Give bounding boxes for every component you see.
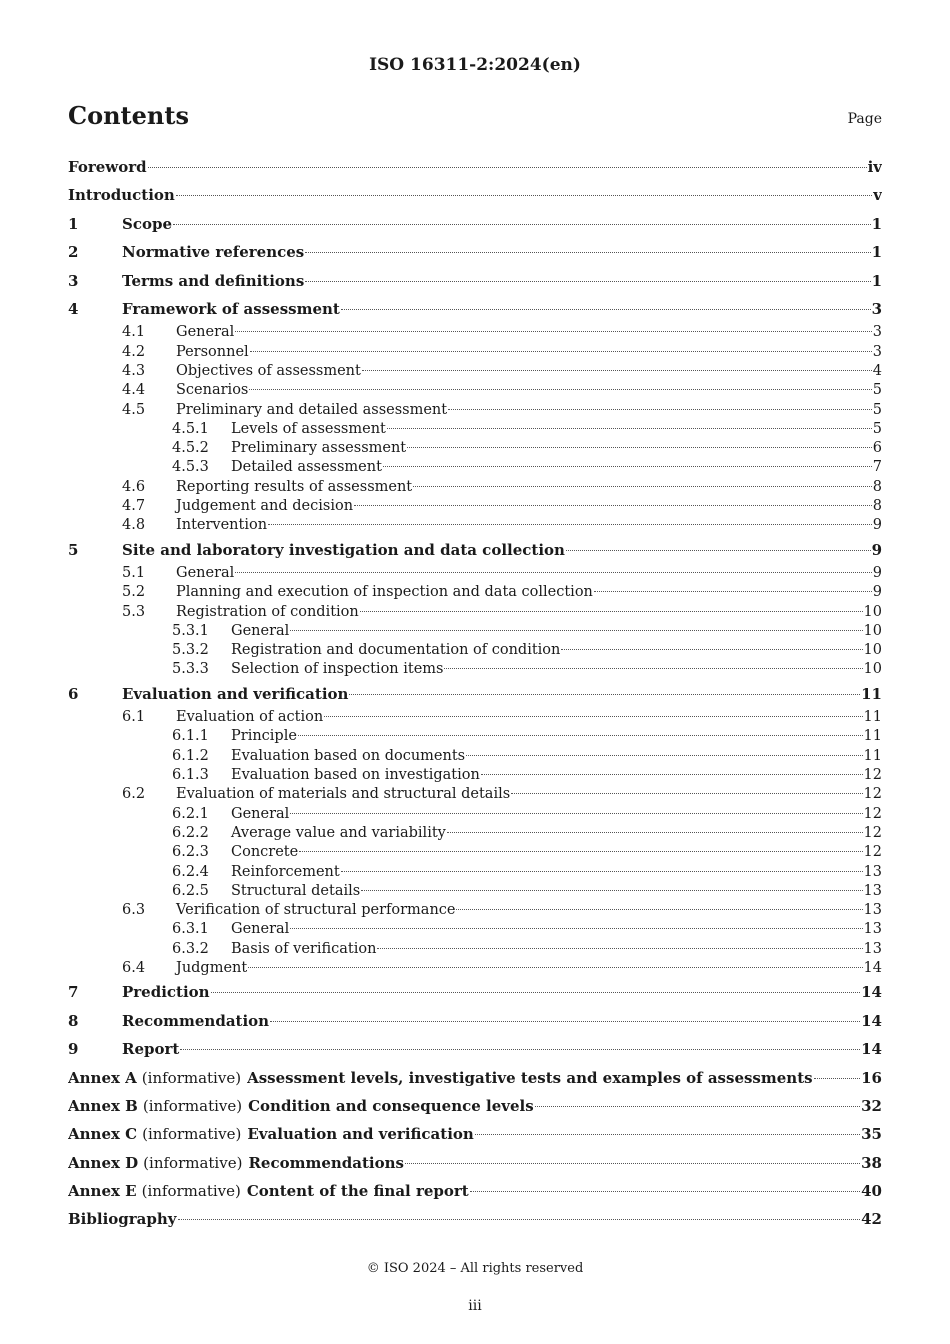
dot-leader — [814, 1078, 861, 1079]
toc-label: Evaluation based on investigation — [231, 767, 480, 784]
toc-page: 12 — [863, 786, 882, 803]
toc-page: 12 — [863, 767, 882, 784]
toc-label: Site and laboratory investigation and data collection — [122, 540, 565, 559]
dot-leader — [290, 630, 862, 631]
dot-leader — [176, 195, 872, 196]
toc-entry-6-2-5[interactable] — [68, 882, 882, 901]
toc-label: Evaluation and verification — [122, 684, 349, 703]
dot-leader — [298, 735, 863, 736]
toc-entry-4-3[interactable] — [68, 362, 882, 381]
toc-page: 9 — [872, 565, 882, 581]
toc-page: 12 — [863, 824, 882, 841]
copyright-notice: © ISO 2024 – All rights reserved — [366, 1261, 584, 1276]
toc-entry-6-1-2[interactable] — [68, 747, 882, 766]
dot-leader — [561, 649, 862, 650]
toc-number: 5.3.3 — [172, 661, 209, 678]
toc-number: 6.1.3 — [172, 767, 209, 784]
toc-label: Reporting results of assessment — [176, 478, 413, 495]
dot-leader — [341, 871, 863, 872]
toc-number: 6.3.2 — [172, 940, 209, 957]
toc-entry-6-2-1[interactable] — [68, 805, 882, 824]
toc-entry-6-2-3[interactable] — [68, 843, 882, 862]
toc-page: 1 — [871, 243, 882, 262]
toc-entry-5-3-2[interactable] — [68, 641, 882, 660]
toc-label: Detailed assessment — [231, 459, 382, 476]
toc-page: 32 — [861, 1096, 882, 1115]
toc-entry-4-5[interactable] — [68, 401, 882, 420]
toc-number: 4.5.1 — [172, 420, 209, 437]
dot-leader — [148, 167, 867, 168]
toc-page: 14 — [861, 983, 882, 1002]
toc-label: Foreword — [68, 158, 147, 176]
dot-leader — [248, 967, 862, 968]
toc-entry-6-4[interactable] — [68, 959, 882, 978]
toc-entry-4[interactable] — [68, 295, 882, 323]
dot-leader — [481, 774, 863, 775]
dot-leader — [447, 832, 863, 833]
dot-leader — [535, 1106, 860, 1107]
dot-leader — [268, 524, 872, 525]
dot-leader — [173, 224, 871, 225]
toc-entry-2[interactable] — [68, 238, 882, 266]
toc-label: Recommendation — [122, 1011, 270, 1030]
dot-leader — [211, 992, 861, 993]
toc-entry-9[interactable] — [68, 1035, 882, 1063]
toc-entry-4-7[interactable] — [68, 497, 882, 516]
toc-number: 6 — [68, 684, 79, 703]
toc-page: 3 — [871, 299, 882, 318]
toc-page: 8 — [872, 478, 882, 495]
toc-entry-7[interactable] — [68, 978, 882, 1006]
toc-page: 35 — [861, 1125, 882, 1144]
toc-entry-5-2[interactable] — [68, 583, 882, 602]
toc-entry-6-3[interactable] — [68, 901, 882, 920]
toc-entry-annex-e[interactable] — [68, 1177, 882, 1205]
annex-title: Recommendations — [248, 1153, 404, 1172]
dot-leader — [360, 611, 863, 612]
toc-number: 5.1 — [122, 565, 146, 581]
toc-page: 3 — [872, 343, 882, 360]
toc-number: 4.5.3 — [172, 459, 209, 476]
dot-leader — [444, 668, 862, 669]
toc-number: 6.2.5 — [172, 882, 209, 899]
annex-type: (informative) — [141, 1182, 241, 1201]
toc-page: 7 — [872, 459, 882, 476]
toc-page: v — [873, 186, 882, 205]
toc-page: 11 — [863, 709, 882, 726]
toc-label: Bibliography — [68, 1210, 177, 1229]
toc-label: Intervention — [176, 517, 268, 534]
toc-entry-6-2[interactable] — [68, 785, 882, 804]
toc-number: 4.5 — [122, 401, 146, 418]
annex-title: Content of the final report — [246, 1182, 469, 1201]
toc-number: 4.5.2 — [172, 440, 209, 457]
toc-number: 7 — [68, 983, 79, 1002]
dot-leader — [475, 1134, 860, 1135]
annex-type: (informative) — [142, 1096, 243, 1115]
toc-entry-6-1-3[interactable] — [68, 766, 882, 785]
toc-page: 1 — [871, 271, 882, 290]
toc-number: 6.1.1 — [172, 728, 209, 745]
toc-label: Terms and definitions — [122, 271, 305, 290]
toc-label: Selection of inspection items — [231, 661, 444, 678]
toc-label: Prediction — [122, 983, 210, 1002]
dot-leader — [290, 928, 862, 929]
toc-page: 13 — [863, 902, 882, 919]
dot-leader — [448, 409, 872, 410]
toc-label: General — [231, 921, 290, 938]
toc-page: 1 — [871, 214, 882, 233]
toc-label: Planning and execution of inspection and data collection — [176, 584, 593, 601]
dot-leader — [413, 486, 872, 487]
toc-page: 12 — [863, 844, 882, 861]
toc-entry-4-2[interactable] — [68, 343, 882, 362]
toc-page: 4 — [872, 362, 882, 379]
toc-entry-bibliography[interactable] — [68, 1205, 882, 1233]
toc-page: 14 — [863, 960, 882, 977]
toc-entry-6-2-2[interactable] — [68, 824, 882, 843]
dot-leader — [299, 851, 862, 852]
toc-number: 1 — [68, 214, 79, 233]
toc-number: 6.4 — [122, 960, 146, 977]
toc-number: 9 — [68, 1040, 79, 1059]
toc-number: 5.3 — [122, 603, 146, 620]
toc-label: General — [176, 565, 235, 581]
toc-entry-5[interactable] — [68, 536, 882, 564]
toc-label: Levels of assessment — [231, 420, 386, 437]
dot-leader — [270, 1021, 860, 1022]
toc-label: Evaluation based on documents — [231, 747, 466, 764]
dot-leader — [305, 252, 870, 253]
dot-leader — [305, 281, 870, 282]
toc-entry-3[interactable] — [68, 267, 882, 295]
contents-heading: Contents — [68, 101, 189, 130]
toc-label: Report — [122, 1040, 180, 1059]
dot-leader — [178, 1219, 861, 1220]
toc-number: 6.2.2 — [172, 824, 209, 841]
toc-entry-5-1[interactable] — [68, 564, 882, 583]
toc-number: 6.2 — [122, 786, 146, 803]
toc-page: 13 — [863, 863, 882, 880]
annex-type: (informative) — [143, 1153, 243, 1172]
toc-entry-annex-a[interactable] — [68, 1064, 882, 1092]
toc-page: 6 — [872, 440, 882, 457]
toc-entry-5-3[interactable] — [68, 603, 882, 622]
toc-entry-6-1-1[interactable] — [68, 727, 882, 746]
toc-label: Average value and variability — [231, 824, 446, 841]
dot-leader — [235, 331, 871, 332]
dot-leader — [290, 813, 862, 814]
page-column-label: Page — [847, 111, 882, 127]
toc-page: 11 — [861, 684, 882, 703]
dot-leader — [349, 694, 860, 695]
annex-label: Annex A — [68, 1068, 137, 1087]
toc-entry-4-5-1[interactable] — [68, 420, 882, 439]
toc-label: Principle — [231, 728, 297, 745]
toc-page: 40 — [861, 1182, 882, 1201]
toc-label: Normative references — [122, 243, 305, 262]
toc-label: Structural details — [231, 882, 361, 899]
annex-type: (informative) — [142, 1125, 242, 1144]
annex-title: Condition and consequence levels — [248, 1096, 534, 1115]
toc-entry-6-2-4[interactable] — [68, 863, 882, 882]
dot-leader — [354, 505, 872, 506]
toc-label: Introduction — [68, 186, 175, 205]
toc-number: 5 — [68, 540, 79, 559]
toc-number: 4.7 — [122, 498, 146, 515]
toc-number: 6.2.1 — [172, 805, 209, 822]
toc-entry-foreword[interactable] — [68, 153, 882, 181]
annex-title: Evaluation and verification — [247, 1125, 474, 1144]
toc-page: 10 — [863, 642, 882, 659]
toc-number: 6.1 — [122, 709, 146, 726]
dot-leader — [387, 428, 872, 429]
toc-label: Preliminary and detailed assessment — [176, 401, 448, 418]
toc-page: 10 — [863, 603, 882, 620]
dot-leader — [407, 447, 872, 448]
toc-entry-annex-b[interactable] — [68, 1092, 882, 1120]
toc-number: 6.3.1 — [172, 921, 209, 938]
toc-number: 5.3.1 — [172, 622, 209, 639]
toc-label: General — [231, 622, 290, 639]
toc-page: 10 — [863, 661, 882, 678]
dot-leader — [235, 572, 871, 573]
toc-entry-1[interactable] — [68, 210, 882, 238]
toc-entry-6-1[interactable] — [68, 708, 882, 727]
toc-page: 8 — [872, 498, 882, 515]
toc-page: 10 — [863, 622, 882, 639]
toc-page: 11 — [863, 747, 882, 764]
annex-label: Annex D — [68, 1153, 139, 1172]
toc-label: Evaluation of action — [176, 709, 324, 726]
toc-entry-6-3-1[interactable] — [68, 920, 882, 939]
toc-label: Basis of verification — [231, 940, 377, 957]
toc-entry-4-6[interactable] — [68, 478, 882, 497]
dot-leader — [566, 550, 871, 551]
toc-page: iv — [867, 158, 882, 176]
toc-entry-6-3-2[interactable] — [68, 940, 882, 959]
toc-entry-5-3-3[interactable] — [68, 660, 882, 679]
annex-label: Annex B — [68, 1096, 138, 1115]
toc-page: 16 — [861, 1068, 882, 1087]
toc-number: 6.2.3 — [172, 844, 209, 861]
toc-page: 12 — [863, 805, 882, 822]
dot-leader — [456, 909, 862, 910]
dot-leader — [377, 948, 862, 949]
toc-number: 6.1.2 — [172, 747, 209, 764]
toc-label: Preliminary assessment — [231, 440, 407, 457]
toc-entry-4-4[interactable] — [68, 381, 882, 400]
toc-entry-4-5-2[interactable] — [68, 439, 882, 458]
toc-number: 8 — [68, 1011, 79, 1030]
toc-label: Scenarios — [176, 382, 249, 399]
dot-leader — [324, 716, 862, 717]
toc-label: Reinforcement — [231, 863, 340, 880]
toc-page: 5 — [872, 382, 882, 399]
dot-leader — [466, 755, 862, 756]
table-of-contents — [68, 153, 882, 1234]
toc-label: Judgement and decision — [176, 498, 354, 515]
toc-number: 4.1 — [122, 324, 146, 341]
dot-leader — [250, 351, 872, 352]
toc-label: Scope — [122, 214, 173, 233]
toc-label: Judgment — [176, 960, 248, 977]
toc-entry-8[interactable] — [68, 1007, 882, 1035]
dot-leader — [511, 793, 862, 794]
dot-leader — [405, 1163, 860, 1164]
toc-page: 3 — [872, 324, 882, 341]
dot-leader — [341, 309, 871, 310]
toc-page: 14 — [861, 1040, 882, 1059]
document-header: ISO 16311-2:2024(en) — [369, 55, 581, 75]
toc-label: Verification of structural performance — [176, 902, 456, 919]
toc-page: 13 — [863, 921, 882, 938]
toc-page: 5 — [872, 401, 882, 418]
toc-page: 11 — [863, 728, 882, 745]
toc-entry-annex-c[interactable] — [68, 1120, 882, 1148]
toc-label: Framework of assessment — [122, 299, 340, 318]
dot-leader — [180, 1049, 860, 1050]
dot-leader — [361, 890, 862, 891]
toc-page: 38 — [861, 1153, 882, 1172]
annex-type: (informative) — [141, 1068, 242, 1087]
toc-label: General — [231, 805, 290, 822]
toc-label: Registration of condition — [176, 603, 359, 620]
annex-label: Annex C — [68, 1125, 138, 1144]
toc-page: 14 — [861, 1011, 882, 1030]
toc-entry-annex-d[interactable] — [68, 1149, 882, 1177]
toc-number: 2 — [68, 243, 79, 262]
dot-leader — [383, 466, 872, 467]
toc-number: 5.3.2 — [172, 642, 209, 659]
toc-number: 4.2 — [122, 343, 146, 360]
toc-page: 5 — [872, 420, 882, 437]
annex-label: Annex E — [68, 1182, 137, 1201]
toc-label: Evaluation of materials and structural details — [176, 786, 511, 803]
toc-number: 6.3 — [122, 902, 146, 919]
toc-number: 5.2 — [122, 584, 146, 601]
annex-title: Assessment levels, investigative tests and examples of assessments — [247, 1068, 813, 1087]
toc-number: 3 — [68, 271, 79, 290]
page-number: iii — [468, 1298, 482, 1314]
toc-number: 4.8 — [122, 517, 146, 534]
toc-number: 4.3 — [122, 362, 146, 379]
dot-leader — [249, 389, 871, 390]
toc-page: 13 — [863, 882, 882, 899]
toc-number: 4.4 — [122, 382, 146, 399]
toc-entry-6[interactable] — [68, 680, 882, 708]
toc-entry-4-8[interactable] — [68, 516, 882, 535]
toc-label: Objectives of assessment — [176, 362, 361, 379]
dot-leader — [362, 370, 872, 371]
toc-page: 42 — [861, 1210, 882, 1229]
toc-label: Personnel — [176, 343, 249, 360]
toc-page: 9 — [872, 584, 882, 601]
toc-page: 13 — [863, 940, 882, 957]
toc-label: Registration and documentation of condition — [231, 642, 561, 659]
toc-entry-4-1[interactable] — [68, 323, 882, 342]
toc-page: 9 — [871, 540, 882, 559]
toc-number: 6.2.4 — [172, 863, 209, 880]
toc-entry-introduction[interactable] — [68, 181, 882, 209]
toc-page: 9 — [872, 517, 882, 534]
dot-leader — [470, 1191, 860, 1192]
toc-label: Concrete — [231, 844, 299, 861]
toc-label: General — [176, 324, 235, 341]
dot-leader — [594, 591, 872, 592]
toc-entry-4-5-3[interactable] — [68, 458, 882, 477]
toc-entry-5-3-1[interactable] — [68, 622, 882, 641]
toc-number: 4 — [68, 299, 79, 318]
toc-number: 4.6 — [122, 478, 146, 495]
